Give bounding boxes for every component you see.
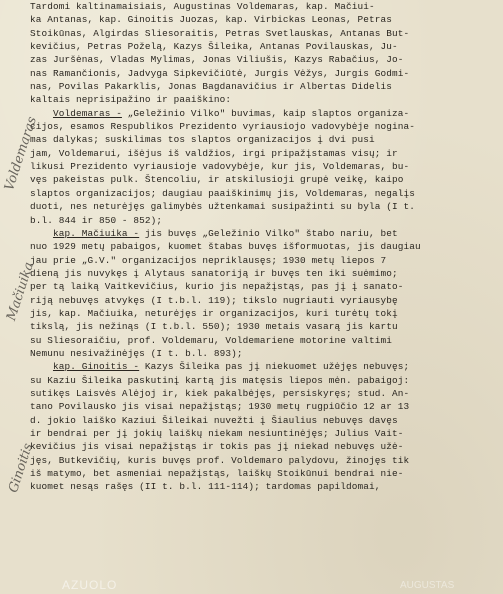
text-line: cijos, esamos Respublikos Prezidento vyriausiojo vadovybėje nogina- [30, 121, 415, 133]
text-line: Nemunu nesivažinėjęs (I t. b.l. 893); [30, 347, 243, 359]
text-line: ka Antanas, kap. Ginoitis Juozas, kap. Virbickas Leonas, Petras [30, 14, 392, 26]
text-line: Stoikūnas, Algirdas Sliesoraitis, Petras Svetlauskas, Antanas But- [30, 27, 410, 39]
text-line: d. jokio laiško Kaziui Šileikai nuvežti į Šiaulius nebuvęs davęs [30, 414, 398, 426]
text-line: su Kaziu Šileika paskutinį kartą jis matęsis liepos mėn. pabaigoj: [30, 374, 410, 386]
line-rest: „Geležinio Vilko" buvimas, kaip slaptos organiza- [121, 107, 410, 119]
text-line: nas, Povilas Pakarklis, Jonas Bagdanavičius ir Albertas Didelis [30, 81, 392, 93]
margin-note-ginoitis: Ginoitis [6, 441, 37, 495]
text-line: tano Povilausko jis visai nepažįstąs; 1930 metų rugpiūčio 12 ar 13 [30, 401, 410, 413]
text-line: duoti, nes neturėjęs galimybės užtenkamai susipažinti su byla (I t. [30, 201, 415, 213]
text-line: jęs, Butkevičių, kuris buvęs prof. Voldemaro palydovu, žinojęs tik [30, 454, 410, 466]
margin-note-maciuika: Mačiuika [4, 260, 38, 323]
text-line: likusi Prezidento vyriausioje vadovybėje, kur jis, Voldemaras, bu- [30, 161, 410, 173]
text-line [30, 227, 500, 240]
text-line: kevičius jis visai nepažįstąs ir tokis pas jį niekad nebuvęs užė- [30, 441, 404, 453]
text-line: tikslą, jis nežinąs (I t.b.l. 550); 1930 metais vasarą jis kartu [30, 321, 398, 333]
text-line: per tą laiką Vaitkevičius, kurio jis nepažįstąs, pas jį į sanato- [30, 281, 404, 293]
margin-note-voldemaras: Voldemaras [2, 114, 41, 193]
text-line: b.l. 844 ir 850 - 852); [30, 214, 163, 226]
typed-text-body [30, 0, 500, 494]
underlined-name: kap. Ginoitis - [52, 361, 140, 373]
text-line: vęs pakeistas pulk. Štencoliu, ir atskilusioji grupė veikę, kaipo [30, 174, 404, 186]
text-line: jau prie „G.V." organizacijos nepriklausęs; 1930 metų liepos 7 [30, 254, 387, 266]
text-line: zas Juršėnas, Vladas Mylimas, Jonas Viliušis, Kazys Rabačius, Jo- [30, 54, 404, 66]
text-line: slaptos organizacijos; daugiau paaiškinimų jis, Voldemaras, negalįs [30, 187, 415, 199]
text-line: iš matymo, bet asmeniai nepažįstąs, laiškų Stoikūnui bendrai nie- [30, 468, 404, 480]
line-rest: Kazys Šileika pas jį niekuomet užėjęs nebuvęs; [139, 361, 410, 373]
line-rest: jis buvęs „Geležinio Vilko" štabo nariu, bet [139, 227, 398, 239]
text-line: kuomet nesąs rašęs (II t. b.l. 111-114); tardomas papildomai, [30, 481, 381, 493]
text-line: Tardomi kaltinamaisiais, Augustinas Voldemaras, kap. Mačiui- [30, 1, 375, 12]
watermark-left: AZUOLO [62, 578, 118, 592]
text-line [30, 107, 500, 120]
watermark-right: AUGUSTAS [400, 580, 455, 591]
text-line: kaltais neprisipažino ir paaiškino: [30, 94, 232, 106]
underlined-name: kap. Mačiuika - [52, 227, 140, 239]
text-line: mas dalykas; suskilimas tos slaptos organizacijos į dvi pusi [30, 134, 375, 146]
text-line: sutikęs Laisvės Alėjoj ir, kiek pakalbėjęs, persiskyręs; stud. An- [30, 387, 410, 399]
text-line: jis, kap. Mačiuika, neturėjęs ir organizacijos, kuri turėtų tokį [30, 307, 398, 319]
underlined-name: Voldemaras - [52, 107, 122, 119]
text-line: jam, Voldemarui, išėjus iš valdžios, irgi pripažįstamas visų; ir [30, 147, 398, 159]
text-line: nas Ramančionis, Jadvyga Sipkevičiūtė, Jurgis Vėžys, Jurgis Godmi- [30, 67, 410, 79]
text-line: riją nebuvęs atvykęs (I t.b.l. 119); tikslo nugriauti vyriausybę [30, 294, 398, 306]
text-line: ir bendrai per jį jokių laiškų niekam nesiuntinėjęs; Julius Vait- [30, 428, 404, 439]
text-line: dieną jis nuvykęs į Alytaus sanatoriją ir buvęs ten iki suėmimo; [30, 267, 398, 279]
text-line [30, 360, 500, 373]
text-line: nuo 1929 metų pabaigos, kuomet štabas buvęs išformuotas, jis daugiau [30, 241, 421, 253]
indent [30, 228, 53, 239]
indent [30, 361, 53, 372]
text-line: su Sliesoraičiu, prof. Voldemaru, Voldemariene motorine valtimi [30, 334, 392, 346]
text-line: kevičius, Petras Poželą, Kazys Šileika, Antanas Povilauskas, Ju- [30, 41, 398, 53]
